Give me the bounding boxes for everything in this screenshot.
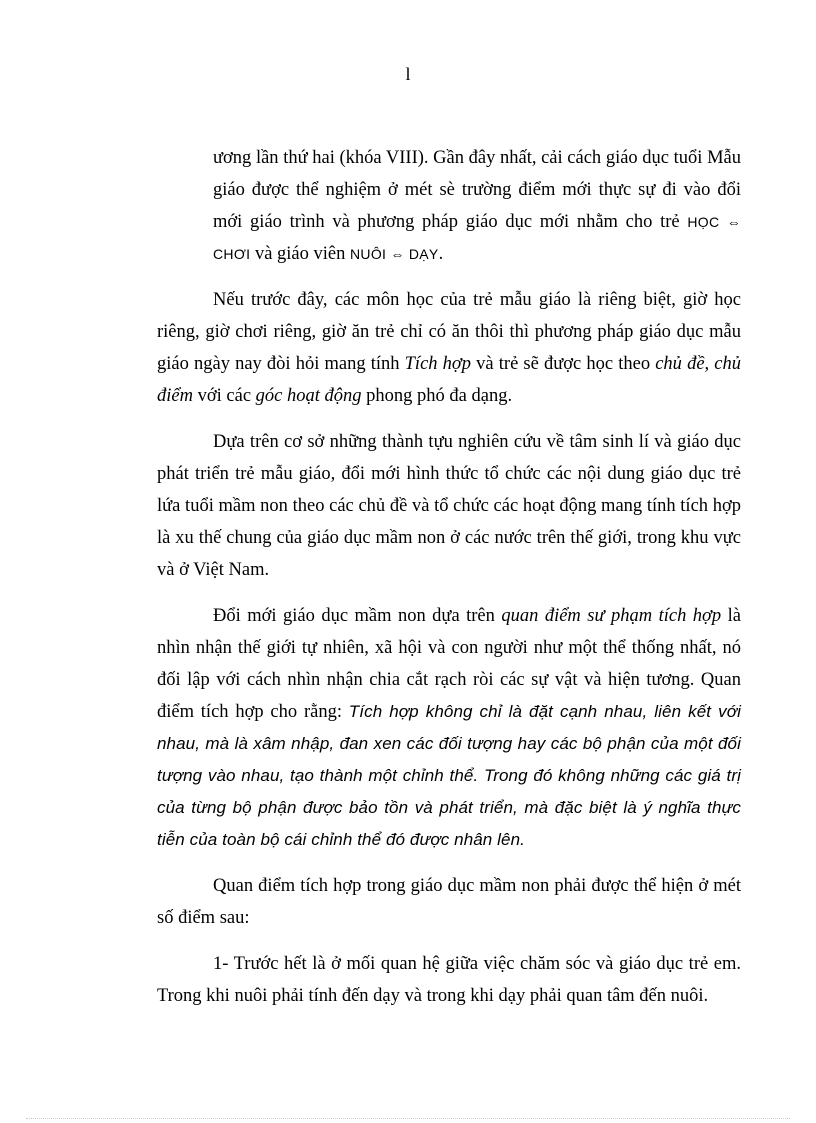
emphasis-activity-corners: góc hoạt động — [255, 386, 362, 406]
paragraph-2-text: Nếu trước đây, các môn học của trẻ mẫu giáo là riêng biệt, giờ học riêng, giờ chơi riêng, giờ ăn trẻ chỉ có ăn thôi thì phương pháp giáo dục mẫu giáo ngày nay đòi hỏi mang tính — [157, 290, 741, 374]
formula-nurture-teach: NUÔI ⇔ DẠY — [350, 246, 439, 262]
paragraph-1-text: ương lần thứ hai (khóa VIII). Gần đây nhất, cải cách giáo dục tuổi Mẫu giáo được thể nghiệm ở mét sè trường điểm mới thực sự đi vào đổi mới giáo trình và phương pháp giáo dục mới nhằm cho trẻ — [213, 148, 741, 232]
emphasis-topics: chủ đề, chủ điểm — [157, 354, 741, 406]
paragraph-1 — [157, 142, 741, 270]
paragraph-1-text-3: . — [438, 244, 444, 264]
paragraph-2-text-2: và trẻ sẽ được học theo — [471, 354, 656, 374]
paragraph-5: Quan điểm tích hợp trong giáo dục mầm non phải được thể hiện ở mét số điểm sau: — [157, 876, 741, 928]
paragraph-2-text-4: phong phó đa dạng. — [361, 386, 513, 406]
page-number: l — [405, 64, 411, 84]
paragraph-2-text-3: với các — [192, 386, 256, 406]
paragraph-4 — [157, 600, 741, 856]
paragraph-4-text: Đổi mới giáo dục mầm non dựa trên — [213, 606, 502, 626]
paragraph-4-text-2: là nhìn nhận thế giới tự nhiên, xã hội và con người như một thể thống nhất, nó đối lập với cách nhìn nhận chia cắt rạch ròi các sự vật và hiện tương. Quan điểm tích hợp cho rằng: — [157, 606, 741, 722]
paragraph-3: Dựa trên cơ sở những thành tựu nghiên cứu về tâm sinh lí và giáo dục phát triển trẻ mẫu giáo, đổi mới hình thức tổ chức các nội dung giáo dục trẻ lứa tuổi mầm non theo các chủ đề và tổ chức các hoạt động mang tính tích hợp là xu thế chung của giáo dục mầm non ở các nước trên thế giới, trong khu vực và ở Việt Nam. — [157, 432, 741, 580]
integration-definition-quote: Tích hợp không chỉ là đặt cạnh nhau, liên kết với nhau, mà là xâm nhập, đan xen các đối tượng hay các bộ phận của một đối tượng vào nhau, tạo thành một chỉnh thể. Trong đó không những các giá trị của từng bộ phận được bảo tồn và phát triển, mà đặc biệt là ý nghĩa thực tiễn của toàn bộ cái chỉnh thể đó được nhân lên. — [157, 702, 741, 849]
paragraph-1-text-2: và giáo viên — [250, 244, 350, 264]
footer-divider — [26, 1118, 790, 1119]
emphasis-pedagogy: quan điểm sư phạm tích hợp — [501, 606, 722, 626]
paragraph-6: 1- Trước hết là ở mối quan hệ giữa việc chăm sóc và giáo dục trẻ em. Trong khi nuôi phải tính đến dạy và trong khi dạy phải quan tâm đến nuôi. — [157, 954, 741, 1006]
emphasis-integration: Tích hợp — [404, 354, 472, 374]
paragraph-2 — [157, 284, 741, 412]
document-body — [157, 142, 741, 1026]
formula-play-learn: HỌC ⇔ CHƠI — [213, 214, 742, 262]
